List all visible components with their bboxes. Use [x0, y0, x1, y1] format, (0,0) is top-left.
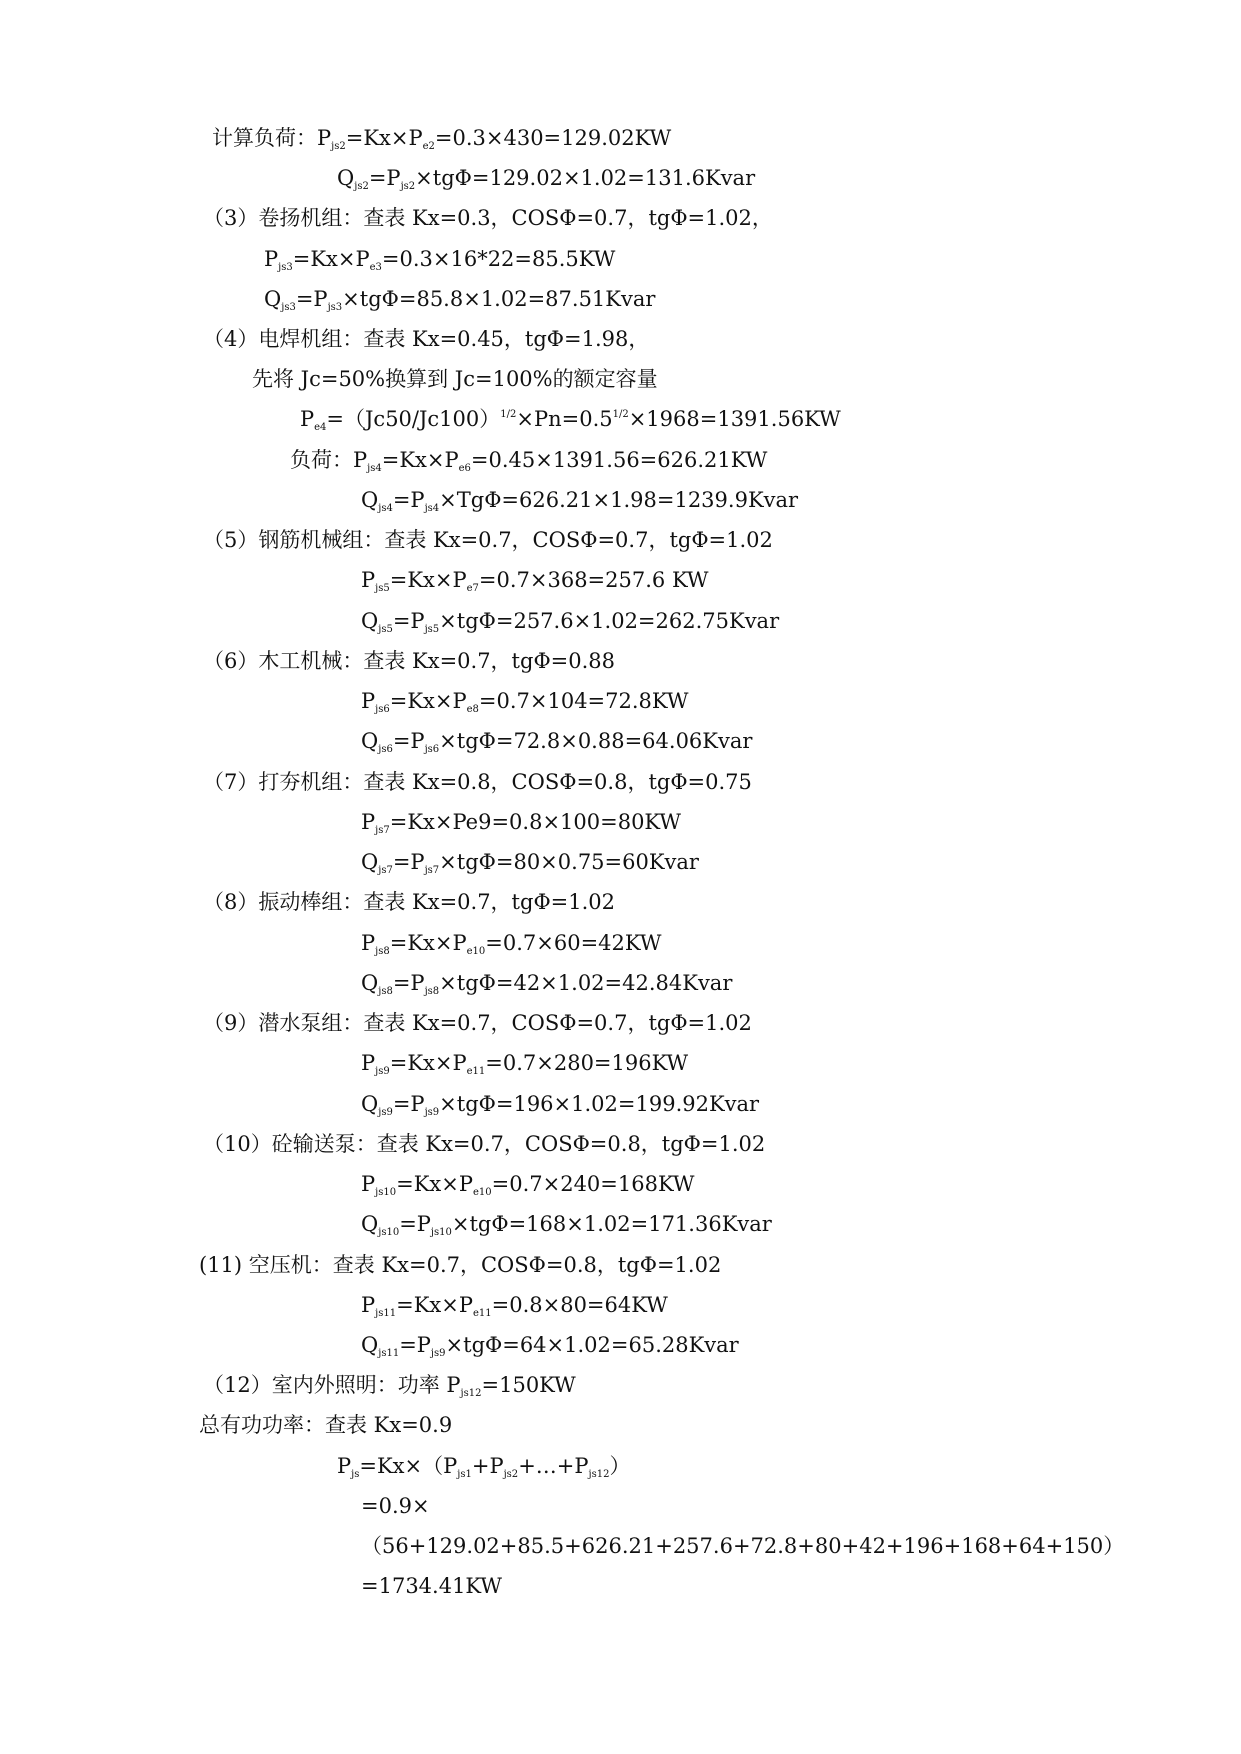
text-run: （8）振动棒组：查表 Kx=0.7，tgΦ=1.02 [203, 890, 616, 914]
text-run: =P [368, 166, 401, 190]
subscript: e11 [472, 1308, 492, 1319]
text-run: =Kx×P [292, 247, 370, 271]
subscript: js9 [430, 1348, 446, 1359]
subscript: e4 [314, 422, 327, 433]
text-run: ×tgΦ=42×1.02=42.84Kvar [439, 971, 733, 995]
text-run: =P [392, 971, 425, 995]
subscript: js5 [378, 624, 393, 635]
text-run: =Kx×Pe9=0.8×100=80KW [389, 810, 681, 834]
subscript: js3 [278, 262, 293, 273]
subscript: js2 [503, 1469, 519, 1480]
subscript: js4 [424, 503, 440, 514]
subscript: e7 [466, 583, 479, 594]
subscript: js [351, 1469, 360, 1480]
text-run: 先将 Jc=50%换算到 Jc=100%的额定容量 [252, 367, 658, 391]
text-run: =Kx×P [389, 1051, 467, 1075]
text-run: ） [609, 1454, 631, 1478]
text-run: Q [361, 1212, 379, 1236]
text-run: Q [361, 609, 379, 633]
text-run: ×tgΦ=168×1.02=171.36Kvar [451, 1212, 772, 1236]
text-run: P [300, 407, 315, 431]
text-run: =0.7×240=168KW [491, 1172, 695, 1196]
text-run: ×tgΦ=85.8×1.02=87.51Kvar [342, 287, 656, 311]
text-line [361, 1332, 739, 1358]
text-run: =Kx×P [381, 448, 459, 472]
superscript: 1/2 [500, 409, 517, 420]
subscript: e3 [369, 262, 382, 273]
text-line [203, 889, 615, 915]
subscript: js1 [457, 1469, 472, 1480]
text-run: =P [295, 287, 328, 311]
text-run: （7）打夯机组：查表 Kx=0.8，COSΦ=0.8，tgΦ=0.75 [203, 770, 752, 794]
text-run: =0.45×1391.56=626.21KW [470, 448, 768, 472]
subscript: js2 [400, 181, 416, 192]
subscript: js7 [375, 825, 390, 836]
text-run: =0.3×430=129.02KW [434, 126, 672, 150]
text-line [203, 1131, 765, 1157]
text-run: P [361, 810, 376, 834]
subscript: js6 [375, 704, 390, 715]
text-run: （9）潜水泵组：查表 Kx=0.7，COSΦ=0.7，tgΦ=1.02 [203, 1011, 752, 1035]
text-run: =0.7×60=42KW [485, 931, 662, 955]
text-line [361, 1573, 502, 1599]
text-run: =Kx×P [389, 689, 467, 713]
subscript: e10 [472, 1187, 492, 1198]
text-run: (11) 空压机：查表 Kx=0.7，COSΦ=0.8，tgΦ=1.02 [199, 1253, 722, 1277]
subscript: js4 [378, 503, 393, 514]
text-line [337, 1453, 630, 1479]
text-run: （56+129.02+85.5+626.21+257.6+72.8+80+42+196+168+64+150） [361, 1534, 1125, 1558]
text-run: =P [392, 609, 425, 633]
text-run: ×tgΦ=257.6×1.02=262.75Kvar [439, 609, 780, 633]
text-line [361, 1091, 759, 1117]
text-run: =Kx×P [389, 931, 467, 955]
subscript: js5 [424, 624, 440, 635]
text-run: =0.8×80=64KW [491, 1293, 668, 1317]
text-line [361, 1292, 668, 1318]
text-line [252, 366, 658, 392]
text-run: =P [392, 488, 425, 512]
text-line [203, 527, 773, 553]
subscript: js12 [460, 1388, 482, 1399]
subscript: js2 [331, 141, 346, 152]
text-run: P [361, 1051, 376, 1075]
text-line [361, 608, 779, 634]
subscript: e2 [422, 141, 435, 152]
text-line [264, 286, 655, 312]
subscript: js9 [378, 1107, 393, 1118]
text-run: =0.7×280=196KW [485, 1051, 689, 1075]
superscript: 1/2 [612, 409, 629, 420]
text-run: ×tgΦ=129.02×1.02=131.6Kvar [415, 166, 756, 190]
subscript: js4 [367, 463, 382, 474]
text-run: P [361, 1172, 376, 1196]
text-run: ×TgΦ=626.21×1.98=1239.9Kvar [439, 488, 799, 512]
subscript: e11 [466, 1066, 486, 1077]
text-run: Q [361, 850, 379, 874]
subscript: js10 [375, 1187, 397, 1198]
text-run: ×tgΦ=80×0.75=60Kvar [439, 850, 699, 874]
text-line [199, 1252, 721, 1278]
text-run: Q [361, 729, 379, 753]
text-run: =0.9× [361, 1494, 430, 1518]
text-run: =0.7×368=257.6 KW [478, 568, 709, 592]
text-run: =0.3×16*22=85.5KW [381, 247, 616, 271]
text-run: P [361, 689, 376, 713]
text-line [212, 125, 671, 151]
text-run: Q [361, 971, 379, 995]
subscript: js9 [375, 1066, 390, 1077]
subscript: js8 [424, 986, 440, 997]
text-run: ×1968=1391.56KW [628, 407, 841, 431]
text-run: （4）电焊机组：查表 Kx=0.45，tgΦ=1.98， [203, 327, 650, 351]
subscript: e8 [466, 704, 479, 715]
text-run: 计算负荷：P [212, 126, 332, 150]
subscript: js2 [354, 181, 369, 192]
text-run: Q [337, 166, 355, 190]
text-line [361, 1533, 1124, 1559]
subscript: js8 [375, 946, 390, 957]
text-line [361, 930, 661, 956]
text-run: （6）木工机械：查表 Kx=0.7，tgΦ=0.88 [203, 649, 616, 673]
text-line [361, 688, 688, 714]
text-run: ×tgΦ=64×1.02=65.28Kvar [445, 1333, 739, 1357]
text-run: =P [399, 1212, 431, 1236]
text-line [361, 970, 732, 996]
subscript: js3 [327, 302, 343, 313]
text-run: Q [361, 488, 379, 512]
text-run: （10）砼输送泵：查表 Kx=0.7，COSΦ=0.8，tgΦ=1.02 [203, 1132, 766, 1156]
text-line [361, 1050, 688, 1076]
subscript: js3 [281, 302, 296, 313]
subscript: js6 [378, 744, 393, 755]
subscript: e6 [458, 463, 471, 474]
text-run: ×Pn=0.5 [516, 407, 613, 431]
text-run: =Kx×P [389, 568, 467, 592]
subscript: js10 [430, 1227, 452, 1238]
text-line [203, 326, 649, 352]
subscript: js12 [588, 1469, 610, 1480]
subscript: e10 [466, 946, 486, 957]
text-line [361, 1211, 772, 1237]
text-line [361, 849, 699, 875]
text-line [361, 567, 708, 593]
text-run: =Kx×P [396, 1172, 473, 1196]
text-run: +…+P [518, 1454, 589, 1478]
text-run: Q [264, 287, 282, 311]
text-run: =0.7×104=72.8KW [478, 689, 689, 713]
text-run: =（Jc50/Jc100） [326, 407, 501, 431]
subscript: js7 [424, 865, 440, 876]
text-run: P [361, 568, 376, 592]
text-line [203, 769, 752, 795]
text-run: Q [361, 1333, 379, 1357]
text-run: =1734.41KW [361, 1574, 502, 1598]
text-line [290, 447, 767, 473]
text-run: +P [471, 1454, 504, 1478]
text-line [361, 1493, 430, 1519]
text-line [203, 648, 615, 674]
text-run: （5）钢筋机械组：查表 Kx=0.7，COSΦ=0.7，tgΦ=1.02 [203, 528, 773, 552]
text-run: =P [392, 1092, 425, 1116]
subscript: js11 [375, 1308, 397, 1319]
text-line [203, 1372, 576, 1398]
text-run: P [264, 247, 279, 271]
subscript: js7 [378, 865, 393, 876]
text-line [199, 1412, 452, 1438]
text-line [361, 487, 798, 513]
text-run: =P [392, 850, 425, 874]
subscript: js5 [375, 583, 390, 594]
text-run: ×tgΦ=196×1.02=199.92Kvar [439, 1092, 760, 1116]
text-run: P [361, 931, 376, 955]
subscript: js9 [424, 1107, 440, 1118]
text-line [361, 1171, 695, 1197]
text-run: =P [392, 729, 425, 753]
text-line [300, 406, 841, 432]
text-line [264, 246, 615, 272]
text-run: =150KW [481, 1373, 576, 1397]
text-run: =P [399, 1333, 431, 1357]
text-line [203, 1010, 752, 1036]
text-line [203, 205, 773, 231]
text-line [337, 165, 755, 191]
subscript: js6 [424, 744, 440, 755]
text-line [361, 809, 681, 835]
subscript: js11 [378, 1348, 400, 1359]
text-run: （12）室内外照明：功率 P [203, 1373, 461, 1397]
text-run: P [361, 1293, 376, 1317]
text-run: Q [361, 1092, 379, 1116]
text-run: P [337, 1454, 352, 1478]
text-run: =Kx×P [345, 126, 423, 150]
text-run: =Kx×P [396, 1293, 473, 1317]
text-run: （3）卷扬机组：查表 Kx=0.3，COSΦ=0.7，tgΦ=1.02， [203, 206, 773, 230]
text-run: 负荷：P [290, 448, 368, 472]
subscript: js10 [378, 1227, 400, 1238]
text-run: ×tgΦ=72.8×0.88=64.06Kvar [439, 729, 753, 753]
subscript: js8 [378, 986, 393, 997]
text-line [361, 728, 752, 754]
text-run: 总有功功率：查表 Kx=0.9 [199, 1413, 453, 1437]
text-run: =Kx×（P [359, 1454, 458, 1478]
